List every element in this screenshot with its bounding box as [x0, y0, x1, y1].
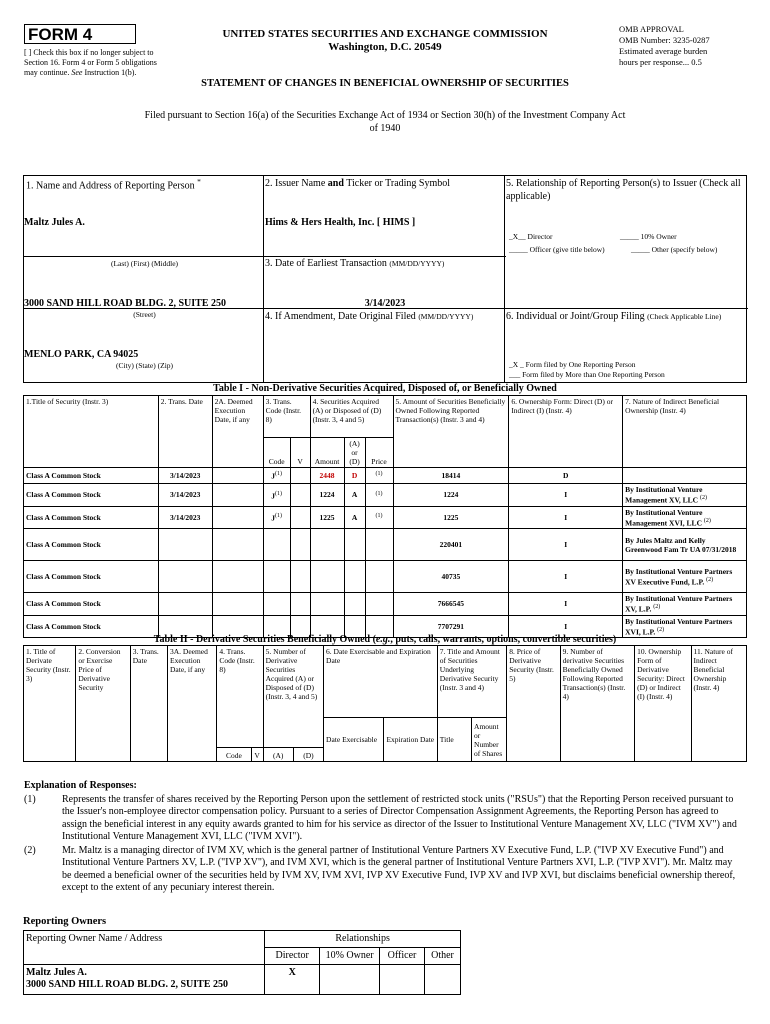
name-parts-label: (Last) (First) (Middle) [110, 259, 179, 268]
t1-header-amount-owned: 5. Amount of Securities Beneficially Owned Following Reported Transaction(s) (Instr. 3 and 4) [393, 396, 509, 468]
earliest-transaction-date: 3/14/2023 [364, 298, 406, 309]
t1-cell-price-text: (1) [375, 513, 383, 519]
t1-cell-nature [623, 484, 747, 507]
footnote-ref: (2) [706, 576, 714, 583]
t1-cell-form-text: I [564, 599, 568, 609]
t1-cell-v [290, 561, 310, 593]
t1-cell-aord [344, 561, 365, 593]
t1-cell-nature [623, 561, 747, 593]
rel-officer[interactable]: _____ Officer (give title below) [509, 245, 605, 254]
t1-cell-owned-text: 1225 [443, 512, 459, 522]
owner-name: Maltz Jules A. [26, 967, 87, 978]
omb-line: hours per response... 0.5 [619, 57, 702, 67]
rel-other[interactable]: _____ Other (specify below) [631, 245, 718, 254]
t1-cell-amount-text: 1224 [319, 490, 335, 500]
t1-cell-title [24, 529, 159, 561]
table-row [24, 529, 747, 561]
t2-header-exercisable: 6. Date Exercisable and Expiration Date [324, 646, 438, 718]
table2 [23, 645, 747, 762]
t1-cell-nature-text: By Jules Maltz and Kelly Greenwood Fam Tr UA 07/31/2018 [625, 535, 737, 554]
box4-label: 4. If Amendment, Date Original Filed (MM/DD/YYYY) [265, 311, 474, 322]
t1-cell-owned [393, 561, 509, 593]
t1-cell-aord [344, 529, 365, 561]
filing-multiple[interactable]: ___ Form filed by More than One Reporting Person [509, 370, 665, 379]
t1-cell-form [509, 593, 623, 616]
omb-line: OMB Number: 3235-0287 [619, 35, 710, 45]
t1-cell-title [24, 484, 159, 507]
t1-cell-amount [310, 484, 344, 507]
owner-entry [24, 965, 265, 995]
owner-address: 3000 SAND HILL ROAD BLDG. 2, SUITE 250 [26, 979, 228, 990]
t2-sub-a: (A) [263, 748, 293, 762]
t1-cell-title-text: Class A Common Stock [26, 540, 101, 549]
table1-title: Table I - Non-Derivative Securities Acquired, Disposed of, or Beneficially Owned [213, 383, 557, 394]
t1-cell-amount-text: 2448 [319, 471, 335, 480]
owners-heading: Reporting Owners [23, 916, 107, 927]
t1-cell-v [290, 506, 310, 529]
t1-cell-date-text: 3/14/2023 [169, 471, 201, 480]
t1-cell-owned-text: 7666545 [437, 599, 465, 609]
t1-cell-code [263, 593, 290, 616]
t1-sub-code: Code [263, 438, 290, 468]
t1-cell-date-text: 3/14/2023 [169, 490, 201, 500]
t1-cell-price [365, 529, 393, 561]
t1-cell-code [263, 561, 290, 593]
t1-cell-v [290, 593, 310, 616]
t1-cell-deemed [212, 468, 263, 484]
t2-sub-date-exercisable: Date Exercisable [324, 718, 384, 762]
divider [505, 308, 748, 309]
box-relationship [504, 175, 747, 383]
owners-col-officer: Officer [380, 948, 425, 965]
t2-sub-v: V [251, 748, 263, 762]
t2-sub-code: Code [217, 748, 251, 762]
t1-sub-price: Price [365, 438, 393, 468]
statement-title: STATEMENT OF CHANGES IN BENEFICIAL OWNERSHIP OF SECURITIES [201, 78, 569, 89]
t1-cell-title [24, 506, 159, 529]
t1-cell-owned-text: 1224 [443, 490, 459, 500]
footnote [24, 794, 744, 844]
footnote-ref: (1) [274, 471, 282, 478]
t1-cell-form-text: D [563, 471, 569, 480]
t1-cell-price [365, 484, 393, 507]
box-reporting-person [23, 175, 264, 383]
owner-10pct-mark [320, 965, 380, 995]
omb-approval [619, 24, 759, 68]
footnote-number: (2) [24, 844, 36, 856]
t1-cell-owned [393, 484, 509, 507]
t1-cell-code [263, 484, 290, 507]
t1-cell-aord [344, 593, 365, 616]
agency-name: UNITED STATES SECURITIES AND EXCHANGE COMMISSION [222, 28, 548, 40]
t1-header-nature: 7. Nature of Indirect Beneficial Ownership (Instr. 4) [623, 396, 747, 468]
t1-cell-owned-text: 40735 [441, 572, 461, 581]
t1-cell-code [263, 529, 290, 561]
city-label: (City) (State) (Zip) [115, 361, 174, 370]
footnote-ref: (1) [274, 513, 282, 519]
t1-cell-nature [623, 529, 747, 561]
t1-cell-title-text: Class A Common Stock [26, 599, 101, 609]
t1-cell-nature [623, 593, 747, 616]
street-address: 3000 SAND HILL ROAD BLDG. 2, SUITE 250 [24, 298, 226, 309]
t1-cell-nature-text: By Institutional Venture Management XVI, LLC [625, 507, 703, 527]
t1-cell-owned [393, 468, 509, 484]
omb-line: OMB APPROVAL [619, 24, 684, 34]
t1-cell-aord [344, 484, 365, 507]
table2-title: Table II - Derivative Securities Beneficially Owned (e.g., puts, calls, warrants, options, convertible securities) [153, 634, 617, 645]
table1 [23, 395, 747, 638]
t1-cell-v [290, 529, 310, 561]
t1-cell-aord [344, 506, 365, 529]
footnote-ref: (2) [699, 495, 707, 501]
t1-cell-owned-text: 18414 [441, 471, 461, 480]
t2-header-number-owned: 9. Number of derivative Securities Beneficially Owned Following Reported Transaction(s) (Instr. 4) [560, 646, 635, 762]
box-issuer [263, 175, 505, 383]
t1-cell-nature-text: By Institutional Venture Partners XV Executive Fund, L.P. [625, 566, 733, 587]
t2-header-conversion: 2. Conversion or Exercise Price of Derivative Security [76, 646, 130, 762]
t1-cell-amount [310, 506, 344, 529]
t1-cell-v [290, 468, 310, 484]
table-row [24, 561, 747, 593]
check-note-instruction: Instruction 1(b). [84, 68, 137, 77]
rel-10pct-owner[interactable]: _____ 10% Owner [620, 232, 677, 241]
t1-cell-price [365, 561, 393, 593]
check-box-note [24, 48, 164, 78]
t1-cell-title-text: Class A Common Stock [26, 621, 101, 631]
agency-location: Washington, D.C. 20549 [328, 41, 442, 53]
table-row [24, 484, 747, 507]
footnote-ref: (2) [657, 626, 665, 633]
t1-cell-form [509, 468, 623, 484]
t1-header-code: 3. Trans. Code (Instr. 8) [263, 396, 310, 438]
t1-cell-code-text: J [271, 491, 275, 500]
t2-header-nature: 11. Nature of Indirect Beneficial Ownership (Instr. 4) [691, 646, 747, 762]
owners-col-other: Other [425, 948, 461, 965]
t1-header-securities: 4. Securities Acquired (A) or Disposed of (D) (Instr. 3, 4 and 5) [310, 396, 393, 438]
t1-cell-owned [393, 593, 509, 616]
t1-cell-title-text: Class A Common Stock [26, 572, 101, 581]
table-row [24, 506, 747, 529]
owner-director-mark: X [265, 965, 320, 995]
box3-label: 3. Date of Earliest Transaction (MM/DD/YYYY) [265, 258, 445, 269]
t1-cell-form-text: I [564, 621, 568, 631]
t1-header-title: 1.Title of Security (Instr. 3) [24, 396, 159, 468]
t1-cell-nature-text: By Institutional Venture Management XV, LLC [625, 485, 703, 505]
divider [24, 308, 265, 309]
t1-cell-form-text: I [564, 572, 568, 581]
agency-title [170, 28, 600, 54]
t1-cell-title [24, 593, 159, 616]
t1-cell-deemed [212, 593, 263, 616]
t1-cell-amount [310, 529, 344, 561]
t1-cell-form [509, 484, 623, 507]
t1-cell-code-text: J [271, 513, 275, 523]
rel-director[interactable]: _X__ Director [509, 232, 553, 241]
t1-cell-price-text: (1) [375, 471, 383, 478]
t2-sub-expiration: Expiration Date [384, 718, 437, 762]
owner-other-mark [425, 965, 461, 995]
t1-header-ownership-form: 6. Ownership Form: Direct (D) or Indirect (I) (Instr. 4) [509, 396, 623, 468]
t1-cell-form-text: I [564, 490, 568, 500]
t1-header-deemed: 2A. Deemed Execution Date, if any [212, 396, 263, 468]
t1-cell-aord-text: D [351, 471, 358, 480]
filed-pursuant: Filed pursuant to Section 16(a) of the Securities Exchange Act of 1934 or Section 30(h) of the Investment Company Act of 1940 [144, 110, 626, 134]
t1-cell-nature-text: By Institutional Venture Partners XV, L.P. [625, 594, 733, 614]
issuer-name: Hims & Hers Health, Inc. [ HIMS ] [265, 217, 416, 228]
t1-cell-form [509, 506, 623, 529]
t1-cell-date-text: 3/14/2023 [169, 512, 201, 522]
t1-cell-nature [623, 468, 747, 484]
t2-header-title: 1. Title of Derivate Security (Instr. 3) [24, 646, 76, 762]
owners-col-director: Director [265, 948, 320, 965]
t1-cell-amount-text: 1225 [319, 512, 335, 522]
t1-cell-deemed [212, 506, 263, 529]
t1-cell-title-text: Class A Common Stock [26, 490, 101, 500]
footnote-ref: (2) [653, 604, 661, 610]
t1-cell-form-text: I [564, 540, 568, 549]
omb-line: Estimated average burden [619, 46, 708, 56]
box6-label: 6. Individual or Joint/Group Filing (Check Applicable Line) [506, 311, 722, 322]
city-address: MENLO PARK, CA 94025 [24, 349, 139, 360]
explanation-section [24, 780, 744, 895]
footnote-number: (1) [24, 793, 36, 805]
owners-col-name: Reporting Owner Name / Address [24, 931, 265, 965]
owners-col-relationships: Relationships [265, 931, 461, 948]
t1-cell-amount [310, 468, 344, 484]
check-note-text: [ ] Check this box if no longer subject to Section 16. Form 4 or Form 5 obligations may continue. [24, 48, 157, 77]
t2-header-underlying: 7. Title and Amount of Securities Underlying Derivative Security (Instr. 3 and 4) [437, 646, 506, 718]
box2-label: 2. Issuer Name and Ticker or Trading Symbol [265, 178, 451, 189]
t1-cell-title-text: Class A Common Stock [26, 471, 101, 480]
t1-cell-aord [344, 468, 365, 484]
explanation-heading: Explanation of Responses: [24, 780, 137, 791]
t2-header-code: 4. Trans. Code (Instr. 8) [217, 646, 263, 748]
t1-cell-code [263, 468, 290, 484]
t1-sub-v: V [290, 438, 310, 468]
t1-cell-form [509, 529, 623, 561]
owners-col-10pct: 10% Owner [320, 948, 380, 965]
owner-officer-mark [380, 965, 425, 995]
street-label: (Street) [133, 310, 156, 319]
t1-cell-code [263, 506, 290, 529]
t1-cell-nature-text: By Institutional Venture Partners XVI, L.P. [625, 616, 733, 636]
t1-cell-owned-text: 220401 [439, 540, 463, 549]
t1-cell-price [365, 506, 393, 529]
t1-cell-date [158, 468, 212, 484]
t1-cell-price-text: (1) [375, 490, 383, 497]
table-row [24, 468, 747, 484]
footnote-text: Mr. Maltz is a managing director of IVM XV, which is the general partner of Institutional Venture Partners XV Executive Fund, L.P. ("IVP XV Executive Fund") and Institutional Venture Partners XV, L.P. ("IVP XV"), and IVM XVI, which is the general partner of Institutional Venture Partners XVI, L.P. ("IVP XVI"). Mr. Maltz may be deemed a beneficial owner of the securities held by IVM XV, IVM XVI, IVP XV Executive Fund, IVP XV and IVP XVI, but disclaims beneficial ownership thereof, except to the extent of any pecuniary interest therein. [62, 844, 736, 893]
t1-cell-price [365, 468, 393, 484]
footnote-ref: (1) [274, 490, 282, 497]
form-title: FORM 4 [24, 24, 136, 44]
t1-cell-price [365, 593, 393, 616]
t1-cell-nature [623, 506, 747, 529]
t1-header-date: 2. Trans. Date [158, 396, 212, 468]
t1-cell-aord-text: A [351, 512, 358, 522]
t2-sub-amount: Amount or Number of Shares [472, 718, 507, 762]
t1-cell-title [24, 468, 159, 484]
t1-cell-amount [310, 561, 344, 593]
t1-cell-deemed [212, 484, 263, 507]
t1-cell-form [509, 561, 623, 593]
t1-cell-v [290, 484, 310, 507]
t1-cell-title-text: Class A Common Stock [26, 512, 101, 522]
filing-one-person[interactable]: _X _ Form filed by One Reporting Person [509, 360, 636, 369]
t2-header-number: 5. Number of Derivative Securities Acquired (A) or Disposed of (D) (Instr. 3, 4 and 5) [263, 646, 323, 748]
footnote-text: Represents the transfer of shares received by the Reporting Person upon the settlement of restricted stock units ("RSUs") that the Reporting Person received pursuant to the Issuer's non-employee director compensation policy. Pursuant to a series of Director Compensation Assignment Agreements, the Reporting Person has agreed to assign the beneficial interest in any equity awards granted to him for his service as director of the Issuer to Institutional Venture Management XV, LLC ("IVM XV") and Institutional Venture Management XVI, LLC ("IVM XVI"). [62, 793, 737, 842]
t1-cell-aord-text: A [351, 490, 358, 500]
owners-table [23, 930, 461, 995]
t1-cell-date [158, 484, 212, 507]
t2-header-deemed: 3A. Deemed Execution Date, if any [167, 646, 216, 762]
t1-cell-date [158, 506, 212, 529]
t2-sub-title: Title [437, 718, 471, 762]
reporting-name: Maltz Jules A. [24, 217, 85, 228]
t1-cell-owned [393, 529, 509, 561]
t1-cell-title [24, 561, 159, 593]
t1-sub-amount: Amount [310, 438, 344, 468]
box1-label: 1. Name and Address of Reporting Person * [26, 177, 201, 192]
box5-label: 5. Relationship of Reporting Person(s) to Issuer (Check all applicable) [506, 178, 741, 202]
t2-header-price: 8. Price of Derivative Security (Instr. 5) [507, 646, 560, 762]
t2-sub-d: (D) [293, 748, 323, 762]
divider [264, 308, 506, 309]
check-note-see: See [71, 68, 83, 77]
t1-cell-date [158, 529, 212, 561]
t1-cell-form-text: I [564, 512, 568, 522]
footnote [24, 845, 744, 895]
divider [24, 256, 265, 257]
t2-header-date: 3. Trans. Date [130, 646, 167, 762]
t1-sub-aord: (A) or (D) [344, 438, 365, 468]
t1-cell-deemed [212, 529, 263, 561]
t1-cell-date [158, 561, 212, 593]
t1-cell-date [158, 593, 212, 616]
t1-cell-amount [310, 593, 344, 616]
footnote-ref: (2) [703, 517, 711, 524]
table-row [24, 593, 747, 616]
t2-header-ownership-form: 10. Ownership Form of Derivative Security: Direct (D) or Indirect (I) (Instr. 4) [635, 646, 691, 762]
t1-cell-owned-text: 7707291 [437, 621, 465, 631]
t1-cell-owned [393, 506, 509, 529]
t1-cell-deemed [212, 561, 263, 593]
t1-cell-code-text: J [271, 471, 275, 481]
